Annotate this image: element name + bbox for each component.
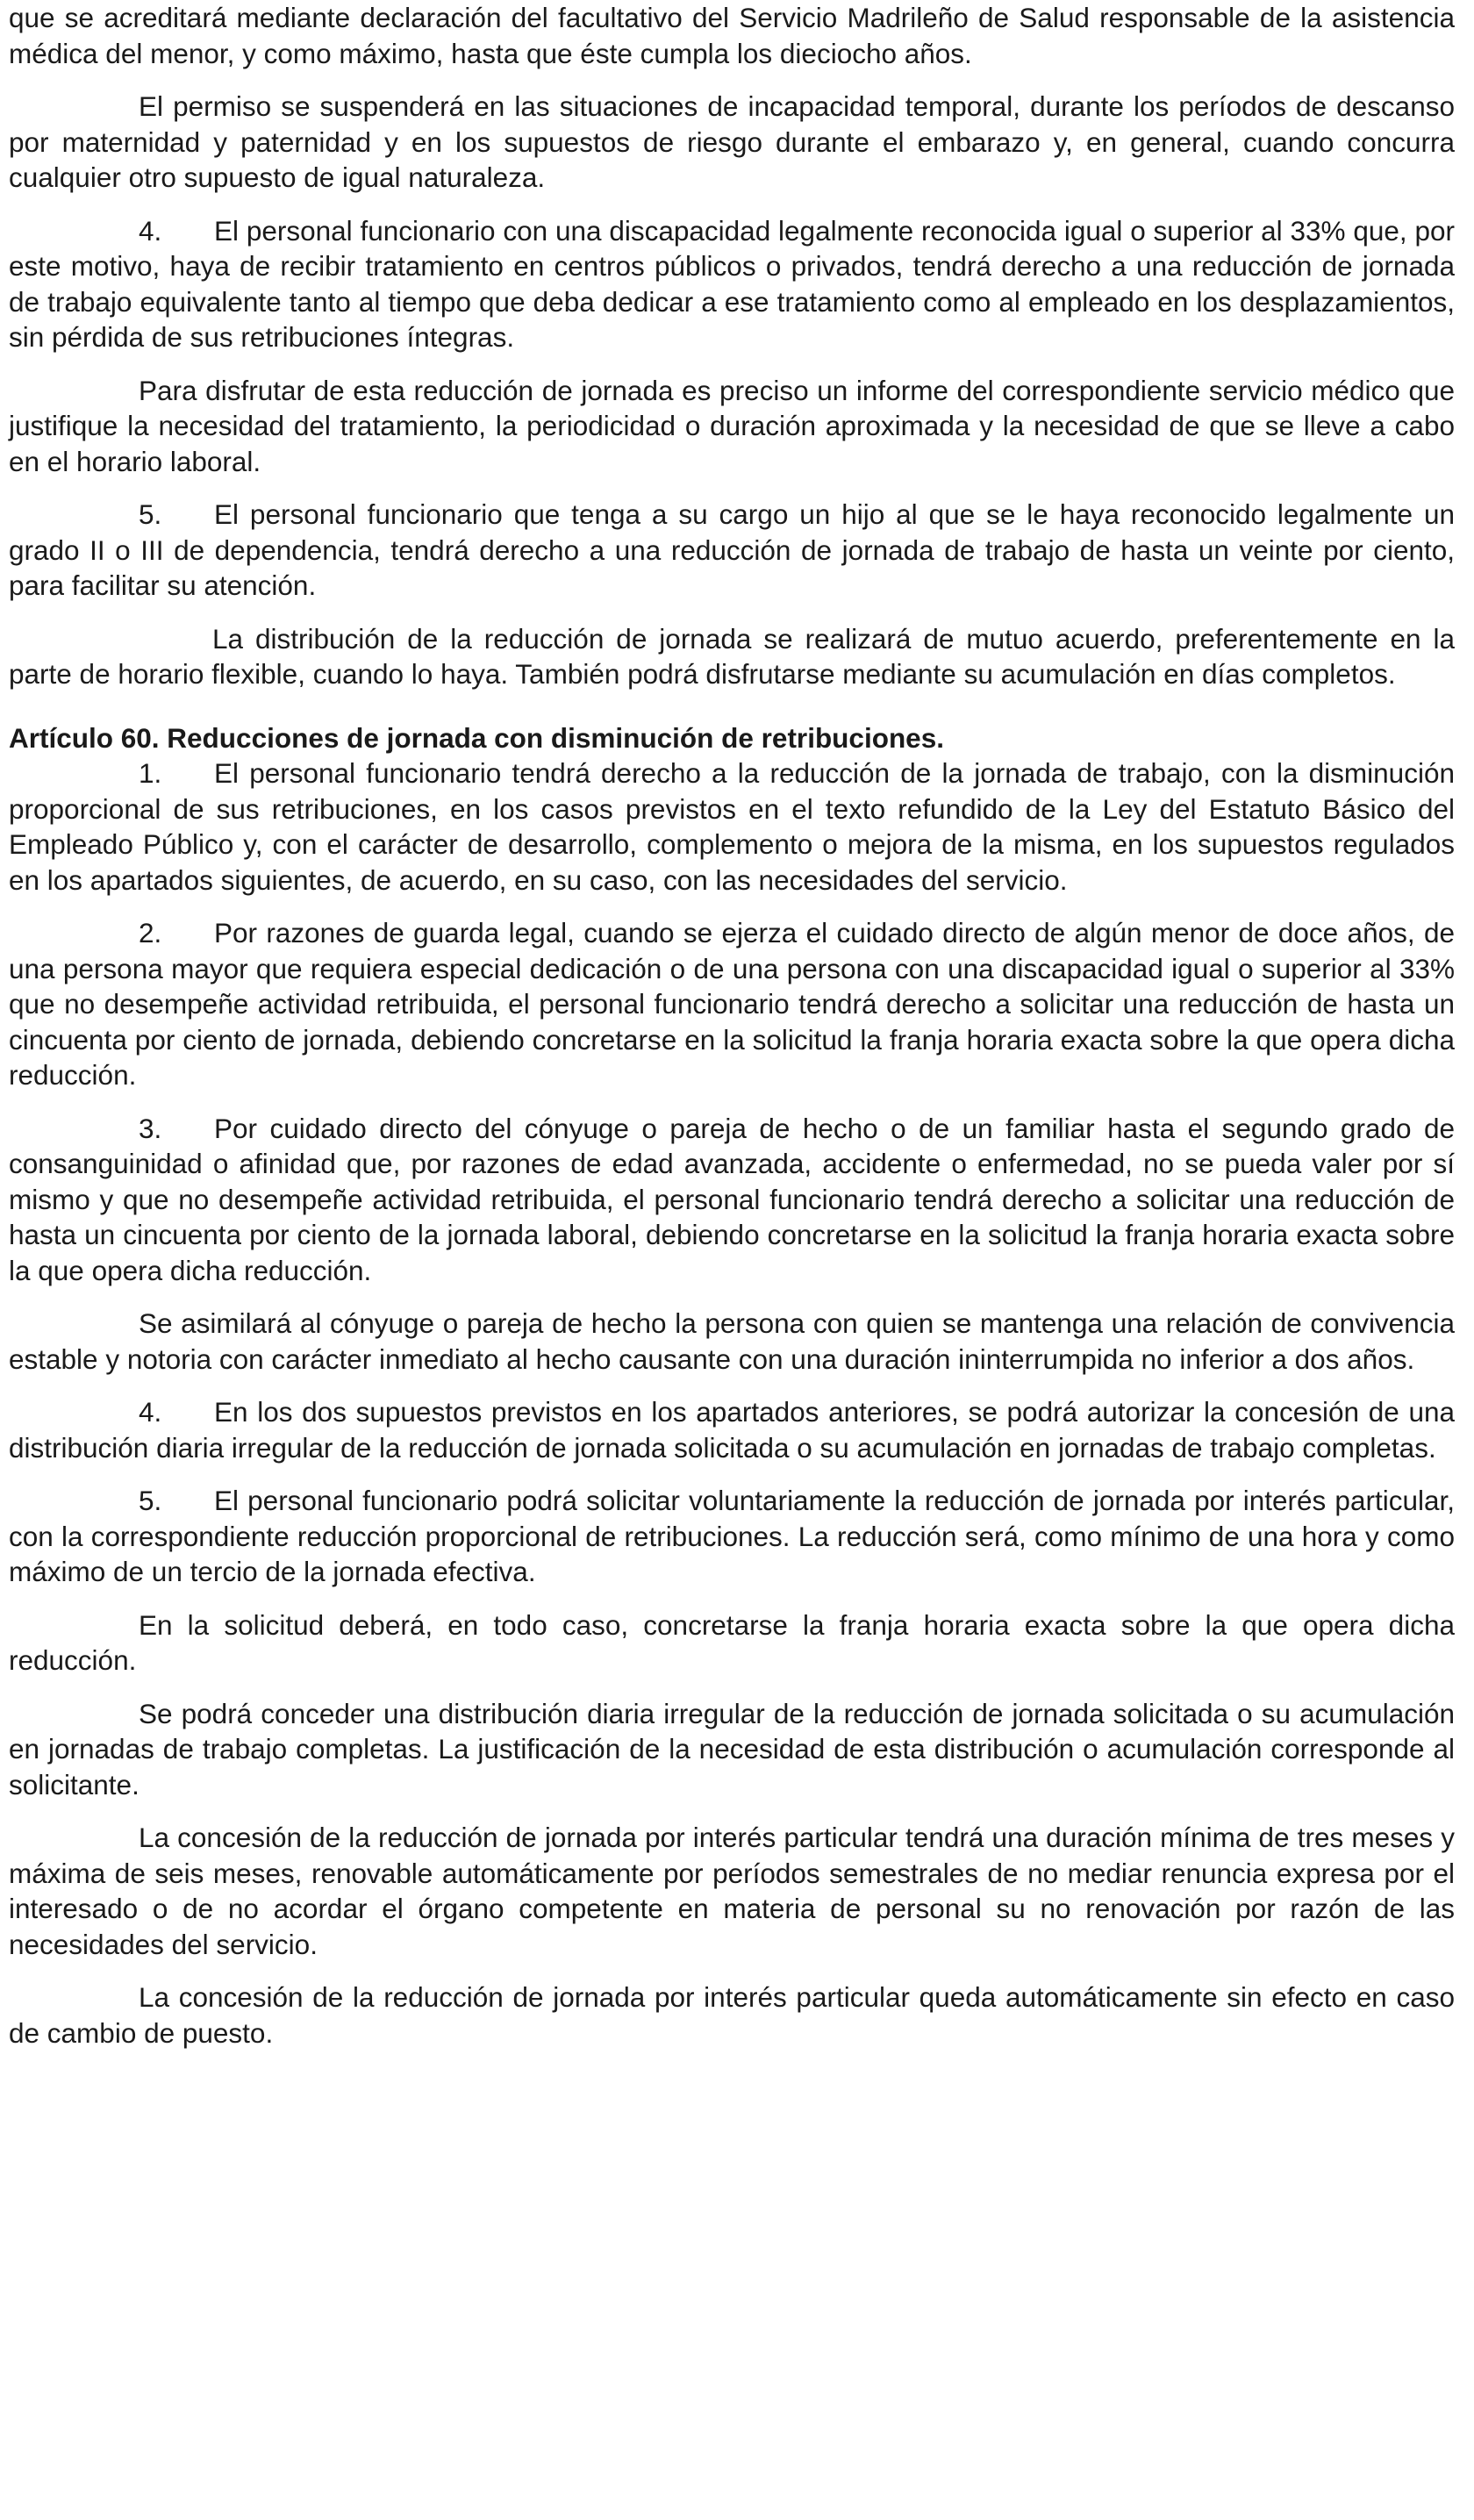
paragraph-art60-item-3 bbox=[9, 1111, 1455, 1289]
paragraph-distribution: La distribución de la reducción de jornada se realizará de mutuo acuerdo, preferentemente en la parte de horario flexible, cuando lo haya. También podrá disfrutarse mediante su acumulación en días completos. bbox=[9, 622, 1455, 690]
paragraph-art60-position-change: La concesión de la reducción de jornada por interés particular queda automáticamente sin efecto en caso de cambio de puesto. bbox=[9, 1981, 1455, 2049]
item-number: 4. bbox=[139, 1396, 162, 1428]
paragraph-art60-duration: La concesión de la reducción de jornada por interés particular tendrá una duración mínima de tres meses y máxima de seis meses, renovable automáticamente por períodos semestrales de no mediar renuncia expresa por el interesado o de no acordar el órgano competente en materia de personal su no renovación por razón de las necesidades del servicio. bbox=[9, 1822, 1455, 1960]
paragraph-art60-item-5 bbox=[9, 1483, 1455, 1590]
item-number: 4. bbox=[139, 214, 162, 247]
paragraph-art60-item-2 bbox=[9, 915, 1455, 1093]
item-text: El personal funcionario que tenga a su cargo un hijo al que se le haya reconocido legalmente un grado II o III de dependencia, tendrá derecho a una reducción de jornada de trabajo de hasta un veinte por ciento, para facilitar su atención. bbox=[9, 498, 1455, 601]
document-page bbox=[9, 0, 1455, 2068]
paragraph-art60-request: En la solicitud deberá, en todo caso, concretarse la franja horaria exacta sobre la que opera dicha reducción. bbox=[9, 1608, 1455, 1676]
item-number: 1. bbox=[139, 757, 162, 789]
item-text: El personal funcionario podrá solicitar voluntariamente la reducción de jornada por interés particular, con la correspondiente reducción proporcional de retribuciones. La reducción será, como mínimo de una hora y como máximo de un tercio de la jornada efectiva. bbox=[9, 1485, 1455, 1587]
item-number: 3. bbox=[139, 1112, 162, 1144]
paragraph-permit-suspension: El permiso se suspenderá en las situaciones de incapacidad temporal, durante los períodos de descanso por maternidad y paternidad y en los supuestos de riesgo durante el embarazo y, en general, cuando concurra cualquier otro supuesto de igual naturaleza. bbox=[9, 90, 1455, 193]
paragraph-continuation: que se acreditará mediante declaración del facultativo del Servicio Madrileño de Salud responsable de la asistencia médica del menor, y como máximo, hasta que éste cumpla los dieciocho años. bbox=[9, 2, 1455, 69]
paragraph-item-4-disability bbox=[9, 213, 1455, 355]
paragraph-art60-spouse: Se asimilará al cónyuge o pareja de hecho la persona con quien se mantenga una relación de convivencia estable y notoria con carácter inmediato al hecho causante con una duración ininterrumpida no inferior a dos años. bbox=[9, 1307, 1455, 1375]
item-number: 5. bbox=[139, 1485, 162, 1516]
paragraph-medical-report: Para disfrutar de esta reducción de jornada es preciso un informe del correspondiente servicio médico que justifique la necesidad del tratamiento, la periodicidad o duración aproximada y la necesidad de que se lleve a cabo en el horario laboral. bbox=[9, 374, 1455, 477]
item-number: 2. bbox=[139, 917, 162, 949]
article-60-heading: Artículo 60. Reducciones de jornada con disminución de retribuciones. bbox=[9, 721, 944, 754]
item-text: El personal funcionario con una discapacidad legalmente reconocida igual o superior al 33% que, por este motivo, haya de recibir tratamiento en centros públicos o privados, tendrá derecho a una reducción de jornada de trabajo equivalente tanto al tiempo que deba dedicar a ese tratamiento como al empleado en los desplazamientos, sin pérdida de sus retribuciones íntegras. bbox=[9, 214, 1455, 353]
paragraph-art60-item-1 bbox=[9, 755, 1455, 898]
paragraph-item-5-dependency bbox=[9, 497, 1455, 604]
paragraph-art60-item-4 bbox=[9, 1394, 1455, 1465]
item-text: El personal funcionario tendrá derecho a la reducción de la jornada de trabajo, con la disminución proporcional de sus retribuciones, en los casos previstos en el texto refundido de la Ley del Estatuto Básico del Empleado Público y, con el carácter de desarrollo, complemento o mejora de la misma, en los supuestos regulados en los apartados siguientes, de acuerdo, en su caso, con las necesidades del servicio. bbox=[9, 757, 1455, 896]
item-text: En los dos supuestos previstos en los apartados anteriores, se podrá autorizar la concesión de una distribución diaria irregular de la reducción de jornada solicitada o su acumulación en jornadas de trabajo completas. bbox=[9, 1396, 1455, 1464]
item-text: Por cuidado directo del cónyuge o pareja de hecho o de un familiar hasta el segundo grado de consanguinidad o afinidad que, por razones de edad avanzada, accidente o enfermedad, no se pueda valer por sí mismo y que no desempeñe actividad retribuida, el personal funcionario tendrá derecho a solicitar una reducción de hasta un cincuenta por ciento de la jornada laboral, debiendo concretarse en la solicitud la franja horaria exacta sobre la que opera dicha reducción. bbox=[9, 1112, 1455, 1286]
item-text: Por razones de guarda legal, cuando se ejerza el cuidado directo de algún menor de doce años, de una persona mayor que requiera especial dedicación o de una persona con una discapacidad igual o superior al 33% que no desempeñe actividad retribuida, el personal funcionario tendrá derecho a solicitar una reducción de hasta un cincuenta por ciento de jornada, debiendo concretarse en la solicitud la franja horaria exacta sobre la que opera dicha reducción. bbox=[9, 917, 1455, 1091]
item-number: 5. bbox=[139, 498, 162, 530]
paragraph-art60-irregular: Se podrá conceder una distribución diaria irregular de la reducción de jornada solicitada o su acumulación en jornadas de trabajo completas. La justificación de la necesidad de esta distribución o acumulación corresponde al solicitante. bbox=[9, 1697, 1455, 1801]
